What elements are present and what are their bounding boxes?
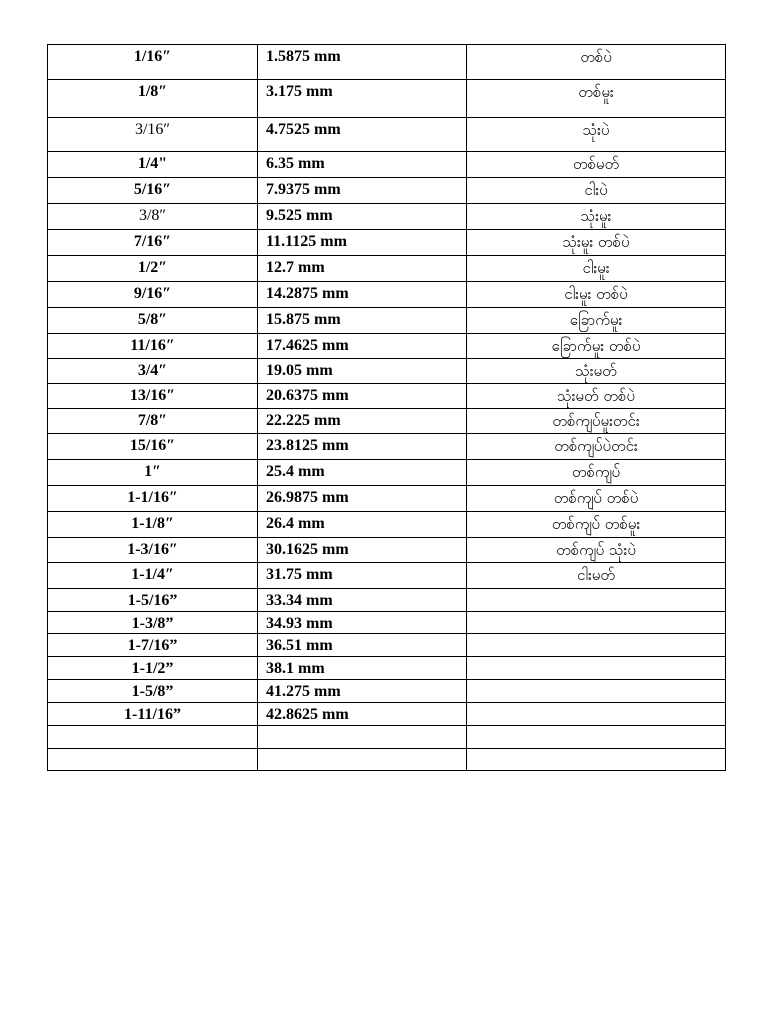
name-cell: တစ်ပဲ (467, 45, 726, 80)
table-row (48, 634, 726, 657)
inch-cell: 3/4″ (48, 359, 258, 384)
mm-cell: 22.225 mm (258, 409, 467, 434)
table-row (48, 282, 726, 308)
table-row (48, 563, 726, 589)
name-cell: တစ်ကျပ် သုံးပဲ (467, 538, 726, 563)
inch-cell: 1-5/16” (48, 589, 258, 612)
mm-cell: 34.93 mm (258, 612, 467, 634)
table-row (48, 256, 726, 282)
mm-cell: 7.9375 mm (258, 178, 467, 204)
name-cell: တစ်ကျပ်မူးတင်း (467, 409, 726, 434)
mm-cell: 26.4 mm (258, 512, 467, 538)
mm-cell: 17.4625 mm (258, 334, 467, 359)
mm-cell: 36.51 mm (258, 634, 467, 657)
table-row (48, 512, 726, 538)
table-row (48, 612, 726, 634)
table-row (48, 434, 726, 460)
table-row (48, 703, 726, 726)
table-row (48, 657, 726, 680)
name-cell: ခြောက်မူး (467, 308, 726, 334)
inch-cell: 1/16″ (48, 45, 258, 80)
mm-cell: 20.6375 mm (258, 384, 467, 409)
name-cell (467, 726, 726, 749)
inch-cell: 3/16″ (48, 118, 258, 152)
mm-cell: 14.2875 mm (258, 282, 467, 308)
mm-cell: 38.1 mm (258, 657, 467, 680)
name-cell: သုံးပဲ (467, 118, 726, 152)
inch-cell: 1/8″ (48, 80, 258, 118)
name-cell (467, 680, 726, 703)
name-cell: သုံးမူး တစ်ပဲ (467, 230, 726, 256)
table-row (48, 538, 726, 563)
inch-cell: 5/8″ (48, 308, 258, 334)
name-cell: ငါးပဲ (467, 178, 726, 204)
name-cell (467, 657, 726, 680)
mm-cell: 15.875 mm (258, 308, 467, 334)
inch-cell: 1-1/8″ (48, 512, 258, 538)
inch-cell: 1-11/16” (48, 703, 258, 726)
mm-cell: 19.05 mm (258, 359, 467, 384)
inch-cell (48, 749, 258, 771)
table-row (48, 460, 726, 486)
table-row (48, 308, 726, 334)
inch-cell: 1-5/8” (48, 680, 258, 703)
name-cell: တစ်ကျပ်ပဲတင်း (467, 434, 726, 460)
mm-cell: 9.525 mm (258, 204, 467, 230)
table-row (48, 359, 726, 384)
inch-cell: 1-3/16″ (48, 538, 258, 563)
name-cell: သုံးမတ် တစ်ပဲ (467, 384, 726, 409)
inch-cell: 1″ (48, 460, 258, 486)
mm-cell: 30.1625 mm (258, 538, 467, 563)
inch-cell: 11/16″ (48, 334, 258, 359)
inch-cell: 5/16″ (48, 178, 258, 204)
mm-cell: 42.8625 mm (258, 703, 467, 726)
mm-cell: 3.175 mm (258, 80, 467, 118)
table-row (48, 334, 726, 359)
table-row (48, 589, 726, 612)
table-row (48, 230, 726, 256)
inch-cell: 1-7/16” (48, 634, 258, 657)
table-row (48, 204, 726, 230)
mm-cell: 4.7525 mm (258, 118, 467, 152)
mm-cell: 23.8125 mm (258, 434, 467, 460)
conversion-table (47, 44, 726, 771)
inch-cell: 1/4" (48, 152, 258, 178)
inch-cell: 3/8″ (48, 204, 258, 230)
table-row (48, 680, 726, 703)
name-cell: ငါးမတ် (467, 563, 726, 589)
table-row (48, 118, 726, 152)
name-cell (467, 749, 726, 771)
mm-cell: 1.5875 mm (258, 45, 467, 80)
inch-cell: 7/8″ (48, 409, 258, 434)
inch-cell: 1/2″ (48, 256, 258, 282)
table-row (48, 152, 726, 178)
mm-cell: 25.4 mm (258, 460, 467, 486)
mm-cell: 41.275 mm (258, 680, 467, 703)
table-row (48, 409, 726, 434)
inch-cell: 1-1/2” (48, 657, 258, 680)
name-cell (467, 634, 726, 657)
name-cell (467, 703, 726, 726)
name-cell: ခြောက်မူး တစ်ပဲ (467, 334, 726, 359)
name-cell: တစ်မူး (467, 80, 726, 118)
name-cell: တစ်ကျပ် (467, 460, 726, 486)
mm-cell: 12.7 mm (258, 256, 467, 282)
table-row (48, 45, 726, 80)
name-cell: တစ်ကျပ် တစ်မူး (467, 512, 726, 538)
conversion-table-body (48, 45, 726, 771)
mm-cell (258, 726, 467, 749)
inch-cell: 13/16″ (48, 384, 258, 409)
mm-cell: 11.1125 mm (258, 230, 467, 256)
inch-cell: 9/16″ (48, 282, 258, 308)
name-cell: သုံးမတ် (467, 359, 726, 384)
table-row (48, 749, 726, 771)
name-cell: ငါးမူး တစ်ပဲ (467, 282, 726, 308)
inch-cell: 1-3/8” (48, 612, 258, 634)
table-row (48, 178, 726, 204)
name-cell (467, 589, 726, 612)
table-row (48, 486, 726, 512)
mm-cell: 31.75 mm (258, 563, 467, 589)
table-row (48, 80, 726, 118)
table-row (48, 726, 726, 749)
inch-cell: 7/16″ (48, 230, 258, 256)
inch-cell: 1-1/4″ (48, 563, 258, 589)
name-cell: ငါးမူး (467, 256, 726, 282)
name-cell: တစ်မတ် (467, 152, 726, 178)
inch-cell (48, 726, 258, 749)
mm-cell: 6.35 mm (258, 152, 467, 178)
inch-cell: 1-1/16″ (48, 486, 258, 512)
mm-cell: 26.9875 mm (258, 486, 467, 512)
mm-cell (258, 749, 467, 771)
name-cell: သုံးမူး (467, 204, 726, 230)
mm-cell: 33.34 mm (258, 589, 467, 612)
table-row (48, 384, 726, 409)
name-cell (467, 612, 726, 634)
inch-cell: 15/16″ (48, 434, 258, 460)
name-cell: တစ်ကျပ် တစ်ပဲ (467, 486, 726, 512)
